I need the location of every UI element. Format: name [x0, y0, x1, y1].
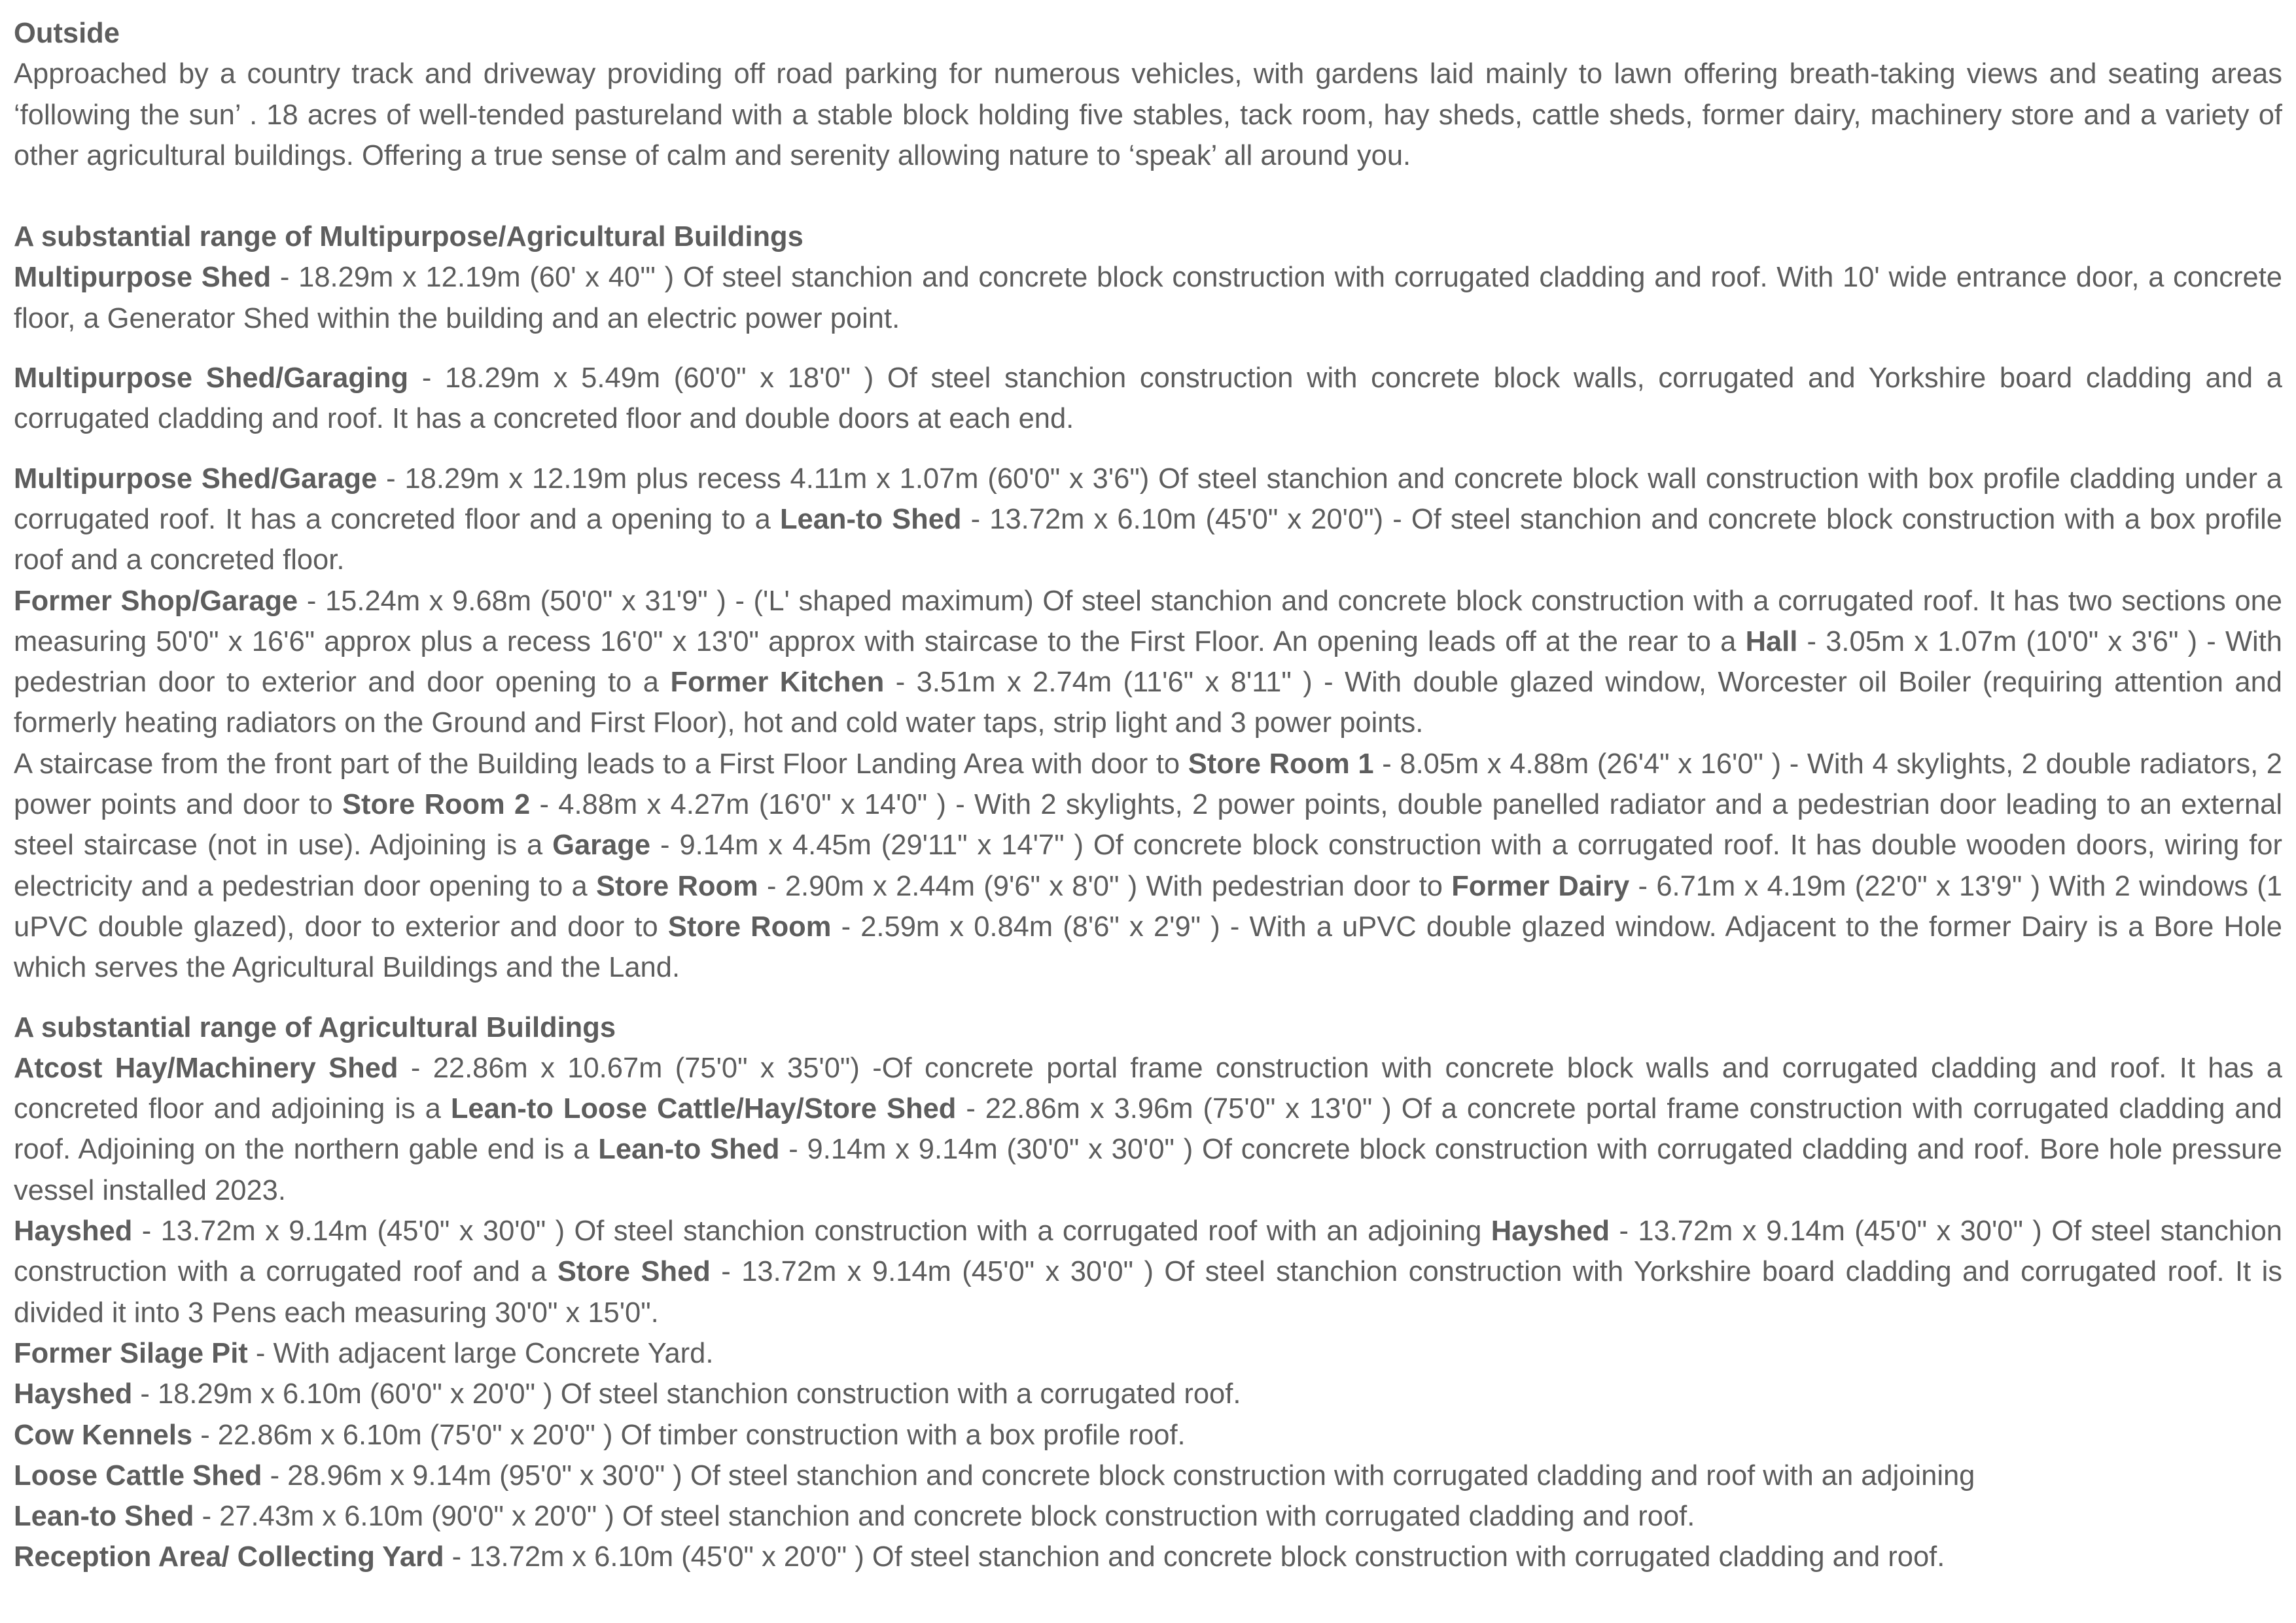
- former-dairy-text: - 6.71m x 4.19m (22'0" x 13'9" ) With 2 windows (1 uPVC double glazed), door to exterior and door to: [14, 870, 2282, 943]
- hayshed-1-text: - 13.72m x 9.14m (45'0" x 30'0" ) Of steel stanchion construction with a corrugated roof with an adjoining: [132, 1215, 1491, 1248]
- hayshed-2-text: - 13.72m x 9.14m (45'0" x 30'0" ) Of steel stanchion construction with a corrugated roof and a: [14, 1215, 2282, 1288]
- lean-to-shed-title: Lean-to Shed: [779, 503, 962, 535]
- outside-heading: Outside: [14, 18, 120, 49]
- store-room-3-text: - 2.90m x 2.44m (9'6" x 8'0" ) With pedestrian door to: [758, 870, 1452, 902]
- lean-to-shed-text: - 13.72m x 6.10m (45'0" x 20'0") - Of steel stanchion and concrete block construction with a box profile roof and a concreted floor.: [14, 503, 2282, 576]
- garage-title: Multipurpose Shed/Garage: [14, 462, 378, 495]
- hall-text: - 3.05m x 1.07m (10'0" x 3'6" ) - With pedestrian door to exterior and door opening to a: [14, 625, 2282, 699]
- reception-area-title: Reception Area/ Collecting Yard: [14, 1541, 444, 1573]
- former-kitchen-title: Former Kitchen: [670, 667, 885, 699]
- lean-to-shed-3-text: - 27.43m x 6.10m (90'0" x 20'0" ) Of steel stanchion and concrete block construction with corrugated cladding and roof.: [194, 1501, 1695, 1533]
- former-kitchen-text: - 3.51m x 2.74m (11'6" x 8'11" ) - With double glazed window, Worcester oil Boiler (requiring attention and formerly heating radiators on the Ground and First Floor), hot and cold water taps, strip light and 3 power points.: [14, 667, 2282, 739]
- hayshed-1-title: Hayshed: [14, 1215, 133, 1248]
- atcost-text: - 22.86m x 10.67m (75'0" x 35'0") -Of concrete portal frame construction with concrete block walls and corrugated cladding and roof. It has a concreted floor and adjoining is a: [14, 1052, 2282, 1125]
- hayshed-3-line: [14, 1374, 2282, 1414]
- document-body: [14, 13, 2282, 1578]
- store-shed-title: Store Shed: [557, 1256, 711, 1288]
- loose-cattle-shed-title: Loose Cattle Shed: [14, 1459, 262, 1492]
- garage-paragraph: [14, 459, 2282, 581]
- reception-area-line: [14, 1537, 2282, 1577]
- agricultural-heading: A substantial range of Agricultural Buildings: [14, 1011, 616, 1043]
- garaging-title: Multipurpose Shed/Garaging: [14, 362, 409, 394]
- staircase-text: A staircase from the front part of the Building leads to a First Floor Landing Area with door to: [14, 748, 1188, 780]
- multipurpose-shed-title: Multipurpose Shed: [14, 262, 272, 294]
- staircase-paragraph: [14, 744, 2282, 988]
- garaging-paragraph: [14, 358, 2282, 440]
- hall-title: Hall: [1745, 625, 1798, 657]
- loose-lean-to-text: - 22.86m x 3.96m (75'0" x 13'0" ) Of a concrete portal frame construction with corrugated cladding and roof. Adjoining on the northern gable end is a: [14, 1093, 2282, 1166]
- lean-to-shed-3-title: Lean-to Shed: [14, 1501, 194, 1533]
- outside-paragraph: Approached by a country track and driveway providing off road parking for numerous vehicles, with gardens laid mainly to lawn offering breath-taking views and seating areas ‘following the sun’ . 18 acres of well-tended pastureland with a stable block holding five stables, tack room, hay sheds, cattle sheds, former dairy, machinery store and a variety of other agricultural buildings. Offering a true sense of calm and serenity allowing nature to ‘speak’ all around you.: [14, 58, 2282, 171]
- loose-lean-to-title: Lean-to Loose Cattle/Hay/Store Shed: [450, 1093, 957, 1125]
- atcost-title: Atcost Hay/Machinery Shed: [14, 1052, 398, 1084]
- store-room-4-title: Store Room: [667, 911, 832, 943]
- cow-kennels-title: Cow Kennels: [14, 1419, 193, 1451]
- multipurpose-shed-paragraph: [14, 257, 2282, 339]
- multipurpose-shed-text: - 18.29m x 12.19m (60' x 40'" ) Of steel stanchion and concrete block construction with corrugated cladding and roof. With 10' wide entrance door, a concrete floor, a Generator Shed within the building and an electric power point.: [14, 262, 2283, 334]
- loose-cattle-shed-text: - 28.96m x 9.14m (95'0" x 30'0" ) Of steel stanchion and concrete block construction with corrugated cladding and roof with an adjoining: [262, 1459, 1975, 1492]
- garage-2-title: Garage: [552, 829, 651, 862]
- garage-text: - 18.29m x 12.19m plus recess 4.11m x 1.07m (60'0" x 3'6") Of steel stanchion and concrete block wall construction with box profile cladding under a corrugated roof. It has a concreted floor and a opening to a: [14, 462, 2282, 535]
- garage-2-text: - 9.14m x 4.45m (29'11" x 14'7" ) Of concrete block construction with a corrugated roof. It has double wooden doors, wiring for electricity and a pedestrian door opening to a: [14, 829, 2282, 902]
- lean-to-shed-3-line: [14, 1496, 2282, 1537]
- hayshed-3-title: Hayshed: [14, 1378, 133, 1410]
- store-room-1-title: Store Room 1: [1188, 748, 1374, 780]
- store-shed-text: - 13.72m x 9.14m (45'0" x 30'0" ) Of steel stanchion construction with Yorkshire board cladding and corrugated roof. It is divided it into 3 Pens each measuring 30'0" x 15'0".: [14, 1256, 2282, 1329]
- store-room-2-title: Store Room 2: [342, 789, 531, 821]
- hayshed-2-title: Hayshed: [1491, 1215, 1610, 1248]
- former-shop-title: Former Shop/Garage: [14, 585, 298, 617]
- silage-pit-text: - With adjacent large Concrete Yard.: [247, 1337, 714, 1369]
- reception-area-text: - 13.72m x 6.10m (45'0" x 20'0" ) Of steel stanchion and concrete block construction with corrugated cladding and roof.: [444, 1541, 1945, 1573]
- hayshed-3-text: - 18.29m x 6.10m (60'0" x 20'0" ) Of steel stanchion construction with a corrugated roof.: [132, 1378, 1241, 1410]
- cow-kennels-text: - 22.86m x 6.10m (75'0" x 20'0" ) Of timber construction with a box profile roof.: [192, 1419, 1186, 1451]
- store-room-4-text: - 2.59m x 0.84m (8'6" x 2'9" ) - With a uPVC double glazed window. Adjacent to the former Dairy is a Bore Hole which serves the Agricultural Buildings and the Land.: [14, 911, 2283, 984]
- lean-to-shed-2-text: - 9.14m x 9.14m (30'0" x 30'0" ) Of concrete block construction with corrugated cladding and roof. Bore hole pressure vessel installed 2023.: [14, 1134, 2282, 1206]
- store-room-1-text: - 8.05m x 4.88m (26'4" x 16'0" ) - With 4 skylights, 2 double radiators, 2 power points and door to: [14, 748, 2283, 821]
- silage-pit-title: Former Silage Pit: [14, 1337, 248, 1369]
- atcost-paragraph: [14, 1048, 2282, 1211]
- loose-cattle-shed-line: [14, 1456, 2282, 1496]
- store-room-3-title: Store Room: [596, 870, 758, 902]
- former-shop-paragraph: [14, 581, 2282, 744]
- multipurpose-heading: A substantial range of Multipurpose/Agricultural Buildings: [14, 221, 804, 253]
- hayshed-paragraph: [14, 1211, 2282, 1333]
- former-shop-text: - 15.24m x 9.68m (50'0" x 31'9" ) - ('L' shaped maximum) Of steel stanchion and concrete block construction with a corrugated roof. It has two sections one measuring 50'0" x 16'6" approx plus a recess 16'0" x 13'0" approx with staircase to the First Floor. An opening leads off at the rear to a: [14, 585, 2283, 657]
- garaging-text: - 18.29m x 5.49m (60'0" x 18'0" ) Of steel stanchion construction with concrete block walls, corrugated and Yorkshire board cladding and a corrugated cladding and roof. It has a concreted floor and double doors at each end.: [14, 362, 2282, 435]
- cow-kennels-line: [14, 1415, 2282, 1456]
- former-dairy-title: Former Dairy: [1451, 870, 1630, 902]
- silage-pit-line: [14, 1333, 2282, 1374]
- store-room-2-text: - 4.88m x 4.27m (16'0" x 14'0" ) - With 2 skylights, 2 power points, double panelled radiator and a pedestrian door leading to an external steel staircase (not in use). Adjoining is a: [14, 789, 2283, 862]
- lean-to-shed-2-title: Lean-to Shed: [598, 1134, 780, 1166]
